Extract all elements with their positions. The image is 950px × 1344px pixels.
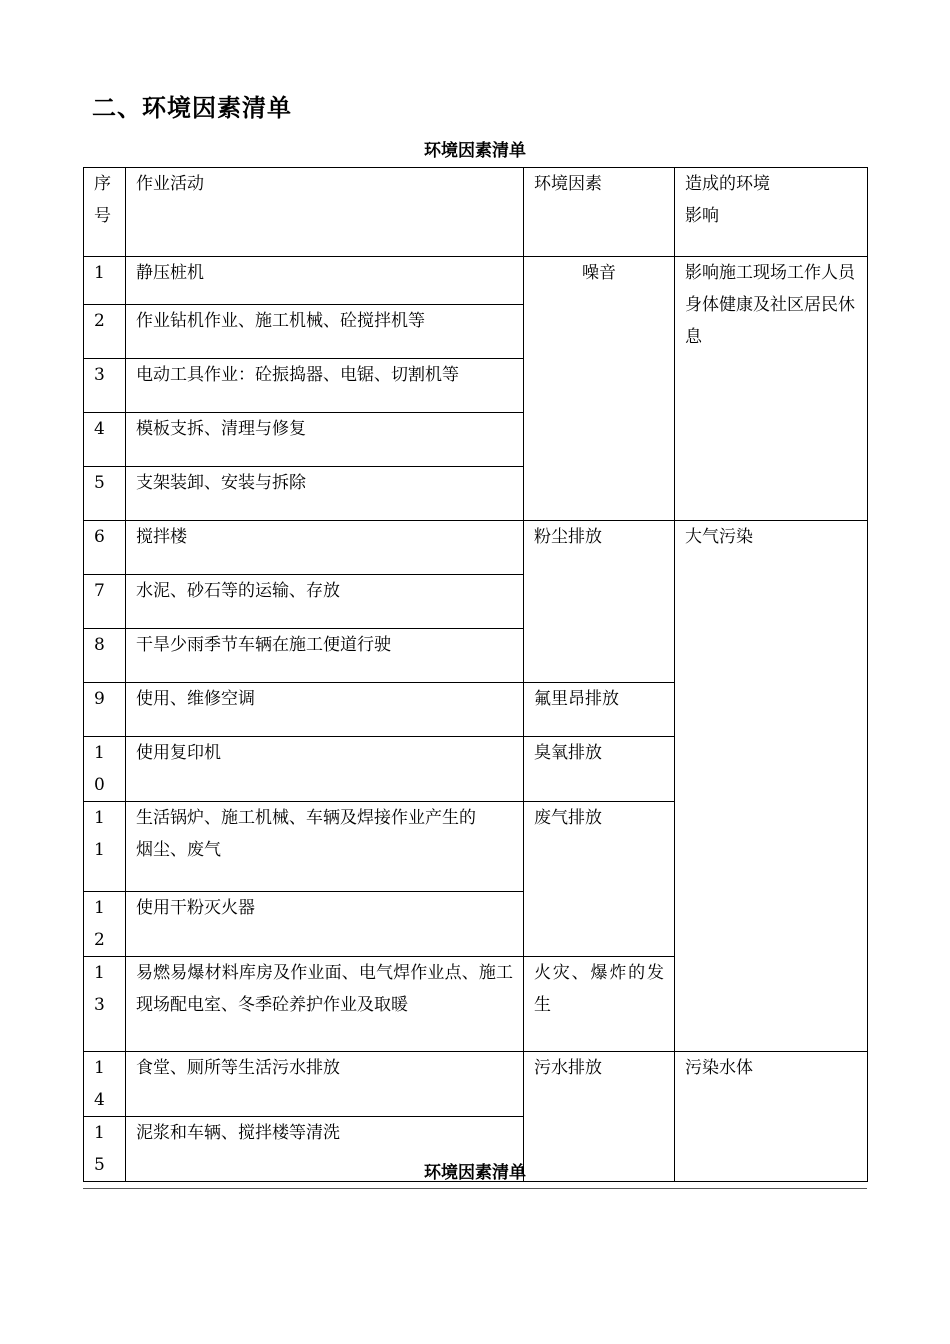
row-activity: 水泥、砂石等的运输、存放 [126,575,524,629]
table-header-row [84,168,868,257]
table-caption: 环境因素清单 [424,141,526,161]
table-row [84,521,868,575]
factor-sewage: 污水排放 [524,1052,675,1182]
row-activity: 使用复印机 [126,737,524,802]
factor-dust: 粉尘排放 [524,521,675,683]
section-heading: 二、环境因素清单 [92,94,292,122]
row-activity: 易燃易爆材料库房及作业面、电气焊作业点、施工现场配电室、冬季砼养护作业及取暖 [126,957,524,1052]
row-seq: 3 [84,359,126,413]
impact-water: 污染水体 [675,1052,868,1182]
row-seq: 1 [84,257,126,305]
footer-caption: 环境因素清单 [424,1163,526,1183]
factor-ozone: 臭氧排放 [524,737,675,802]
impact-noise: 影响施工现场工作人员身体健康及社区居民休息 [675,257,868,521]
row-activity: 干旱少雨季节车辆在施工便道行驶 [126,629,524,683]
row-seq: 6 [84,521,126,575]
factor-exhaust: 废气排放 [524,802,675,957]
row-seq: 12 [84,892,126,957]
factor-fire: 火灾、爆炸的发生 [524,957,675,1052]
impact-air: 大气污染 [675,521,868,1052]
row-seq: 14 [84,1052,126,1117]
row-activity: 生活锅炉、施工机械、车辆及焊接作业产生的 烟尘、废气 [126,802,524,892]
header-activity: 作业活动 [126,168,524,257]
factor-freon: 氟里昂排放 [524,683,675,737]
row-activity: 使用干粉灭火器 [126,892,524,957]
row-activity: 作业钻机作业、施工机械、砼搅拌机等 [126,305,524,359]
table-row [84,1052,868,1117]
row-activity: 搅拌楼 [126,521,524,575]
row-activity: 静压桩机 [126,257,524,305]
row-seq: 10 [84,737,126,802]
row-activity: 食堂、厕所等生活污水排放 [126,1052,524,1117]
environment-factor-table [83,167,868,1182]
footer-divider [83,1188,867,1189]
factor-noise: 噪音 [524,257,675,521]
row-seq: 15 [84,1117,126,1182]
header-seq: 序 号 [84,168,126,257]
row-seq: 8 [84,629,126,683]
row-seq: 5 [84,467,126,521]
row-activity: 模板支拆、清理与修复 [126,413,524,467]
row-seq: 11 [84,802,126,892]
row-seq: 9 [84,683,126,737]
row-seq: 7 [84,575,126,629]
header-factor: 环境因素 [524,168,675,257]
row-activity: 电动工具作业：砼振捣器、电锯、切割机等 [126,359,524,413]
row-activity: 支架装卸、安装与拆除 [126,467,524,521]
row-seq: 4 [84,413,126,467]
row-seq: 13 [84,957,126,1052]
header-impact: 造成的环境 影响 [675,168,868,257]
table-row [84,257,868,305]
row-activity: 使用、维修空调 [126,683,524,737]
row-seq: 2 [84,305,126,359]
row-activity: 泥浆和车辆、搅拌楼等清洗 [126,1117,524,1182]
